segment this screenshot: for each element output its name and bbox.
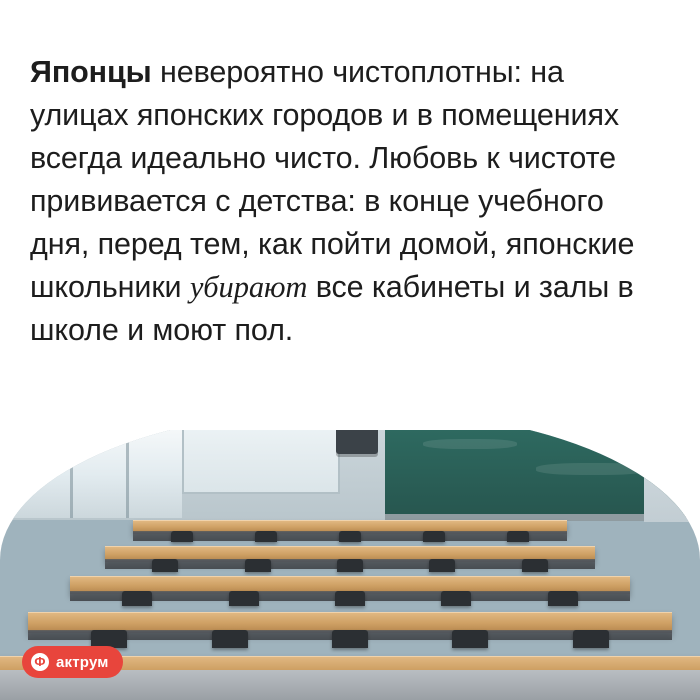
chair (212, 630, 248, 648)
chalk-smudge (580, 431, 637, 439)
chair (522, 559, 548, 572)
chair-row (119, 559, 581, 572)
chair (255, 531, 277, 542)
chair (245, 559, 271, 572)
chair (152, 559, 178, 572)
chair (335, 591, 365, 606)
desk-row (70, 576, 630, 591)
chalk-smudge (536, 463, 649, 475)
projector-icon (336, 430, 378, 454)
chair (507, 531, 529, 542)
desk-row (105, 546, 595, 559)
chair-row (140, 531, 560, 542)
brand-logo-label: актрум (56, 653, 109, 671)
window-mullion (126, 430, 129, 518)
chalk-smudge (423, 439, 518, 449)
chair (548, 591, 578, 606)
brand-logo[interactable] (22, 646, 123, 678)
chair (229, 591, 259, 606)
classroom-side-wall (644, 430, 700, 522)
chair (339, 531, 361, 542)
chair (332, 630, 368, 648)
fact-body-first: невероятно чистоплотны: на улицах японских городов и в помещениях всегда идеально чисто. Любовь к чистоте прививается с детства: в конце учебного дня, перед тем, как пойти домой, японские школьники (30, 54, 635, 304)
chair (429, 559, 455, 572)
classroom-back-wall (0, 430, 700, 520)
fact-body-second: все кабинеты и залы в школе и моют пол. (30, 269, 634, 347)
chair (452, 630, 488, 648)
fact-text (30, 51, 670, 352)
window-icon (14, 430, 182, 518)
window-mullion (70, 430, 73, 518)
chair (573, 630, 609, 648)
chair (337, 559, 363, 572)
chair (423, 531, 445, 542)
chair-row (84, 591, 616, 606)
chair (122, 591, 152, 606)
chair (441, 591, 471, 606)
brand-logo-mark: Ф (31, 653, 49, 671)
chair-row (49, 630, 651, 648)
chair (171, 531, 193, 542)
fact-accent-word: убирают (189, 269, 308, 304)
desk-row (28, 612, 672, 630)
desk-row (133, 520, 567, 531)
fact-lead-word: Японцы (30, 54, 152, 89)
whiteboard (182, 430, 340, 494)
